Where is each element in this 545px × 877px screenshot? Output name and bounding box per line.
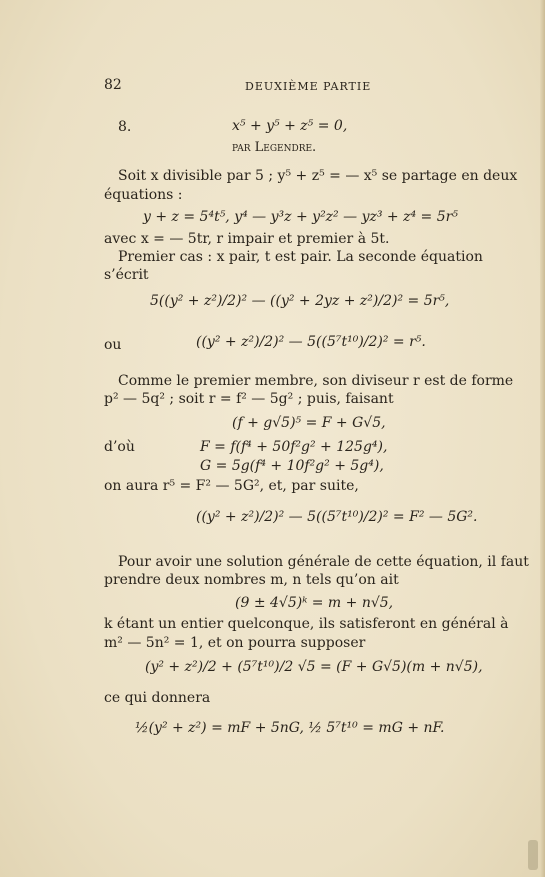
equation-power: (f + g√5)⁵ = F + G√5, xyxy=(232,415,386,431)
body-line-1: Soit x divisible par 5 ; y⁵ + z⁵ = — x⁵ se partage en deux xyxy=(118,168,518,184)
section-equation: x⁵ + y⁵ + z⁵ = 0, xyxy=(232,118,348,134)
equation-final: ½(y² + z²) = mF + 5nG, ½ 5⁷t¹⁰ = mG + nF. xyxy=(135,720,445,736)
body-line-8: Pour avoir une solution générale de cette équation, il faut xyxy=(118,554,529,570)
body-line-12: ce qui donnera xyxy=(104,690,211,706)
body-line-6: p² — 5q² ; soit r = f² — 5g² ; puis, faisant xyxy=(104,391,394,407)
equation-G: G = 5g(f⁴ + 10f²g² + 5g⁴), xyxy=(200,458,384,474)
equation-pair: y + z = 5⁴t⁵, y⁴ — y³z + y²z² — yz³ + z⁴ = 5r⁵ xyxy=(143,209,458,225)
section-attribution: par Legendre. xyxy=(232,140,317,155)
body-line-11: m² — 5n² = 1, et on pourra supposer xyxy=(104,635,366,651)
body-line-7: on aura r⁵ = F² — 5G², et, par suite, xyxy=(104,478,359,494)
equation-third-form: ((y² + z²)/2)² — 5((5⁷t¹⁰)/2)² = F² — 5G². xyxy=(196,509,478,525)
section-number: 8. xyxy=(118,119,132,135)
equation-product: (y² + z²)/2 + (5⁷t¹⁰)/2 √5 = (F + G√5)(m + n√5), xyxy=(145,659,483,675)
body-line-3: avec x = — 5tr, r impair et premier à 5t. xyxy=(104,231,390,247)
body-dou: d’où xyxy=(104,439,135,455)
equation-F: F = f(f⁴ + 50f²g² + 125g⁴), xyxy=(200,439,388,455)
equation-first-form: 5((y² + z²)/2)² — ((y² + 2yz + z²)/2)² = 5r⁵, xyxy=(150,293,450,309)
body-line-9: prendre deux nombres m, n tels qu’on ait xyxy=(104,572,399,588)
body-line-10: k étant un entier quelconque, ils satisferont en général à xyxy=(104,616,509,632)
equation-second-form: ((y² + z²)/2)² — 5((5⁷t¹⁰)/2)² = r⁵. xyxy=(196,334,426,350)
premier-cas-line: Premier cas : x pair, t est pair. La seconde équation xyxy=(118,249,483,265)
page-edge xyxy=(540,0,545,877)
equation-pell: (9 ± 4√5)ᵏ = m + n√5, xyxy=(235,595,394,611)
ink-smudge xyxy=(528,840,538,870)
body-line-4: s’écrit xyxy=(104,267,149,283)
body-line-5: Comme le premier membre, son diviseur r est de forme xyxy=(118,373,514,389)
page-number: 82 xyxy=(104,77,122,93)
body-ou: ou xyxy=(104,337,122,353)
running-title: DEUXIÈME PARTIE xyxy=(245,80,372,93)
body-line-2: équations : xyxy=(104,187,183,203)
